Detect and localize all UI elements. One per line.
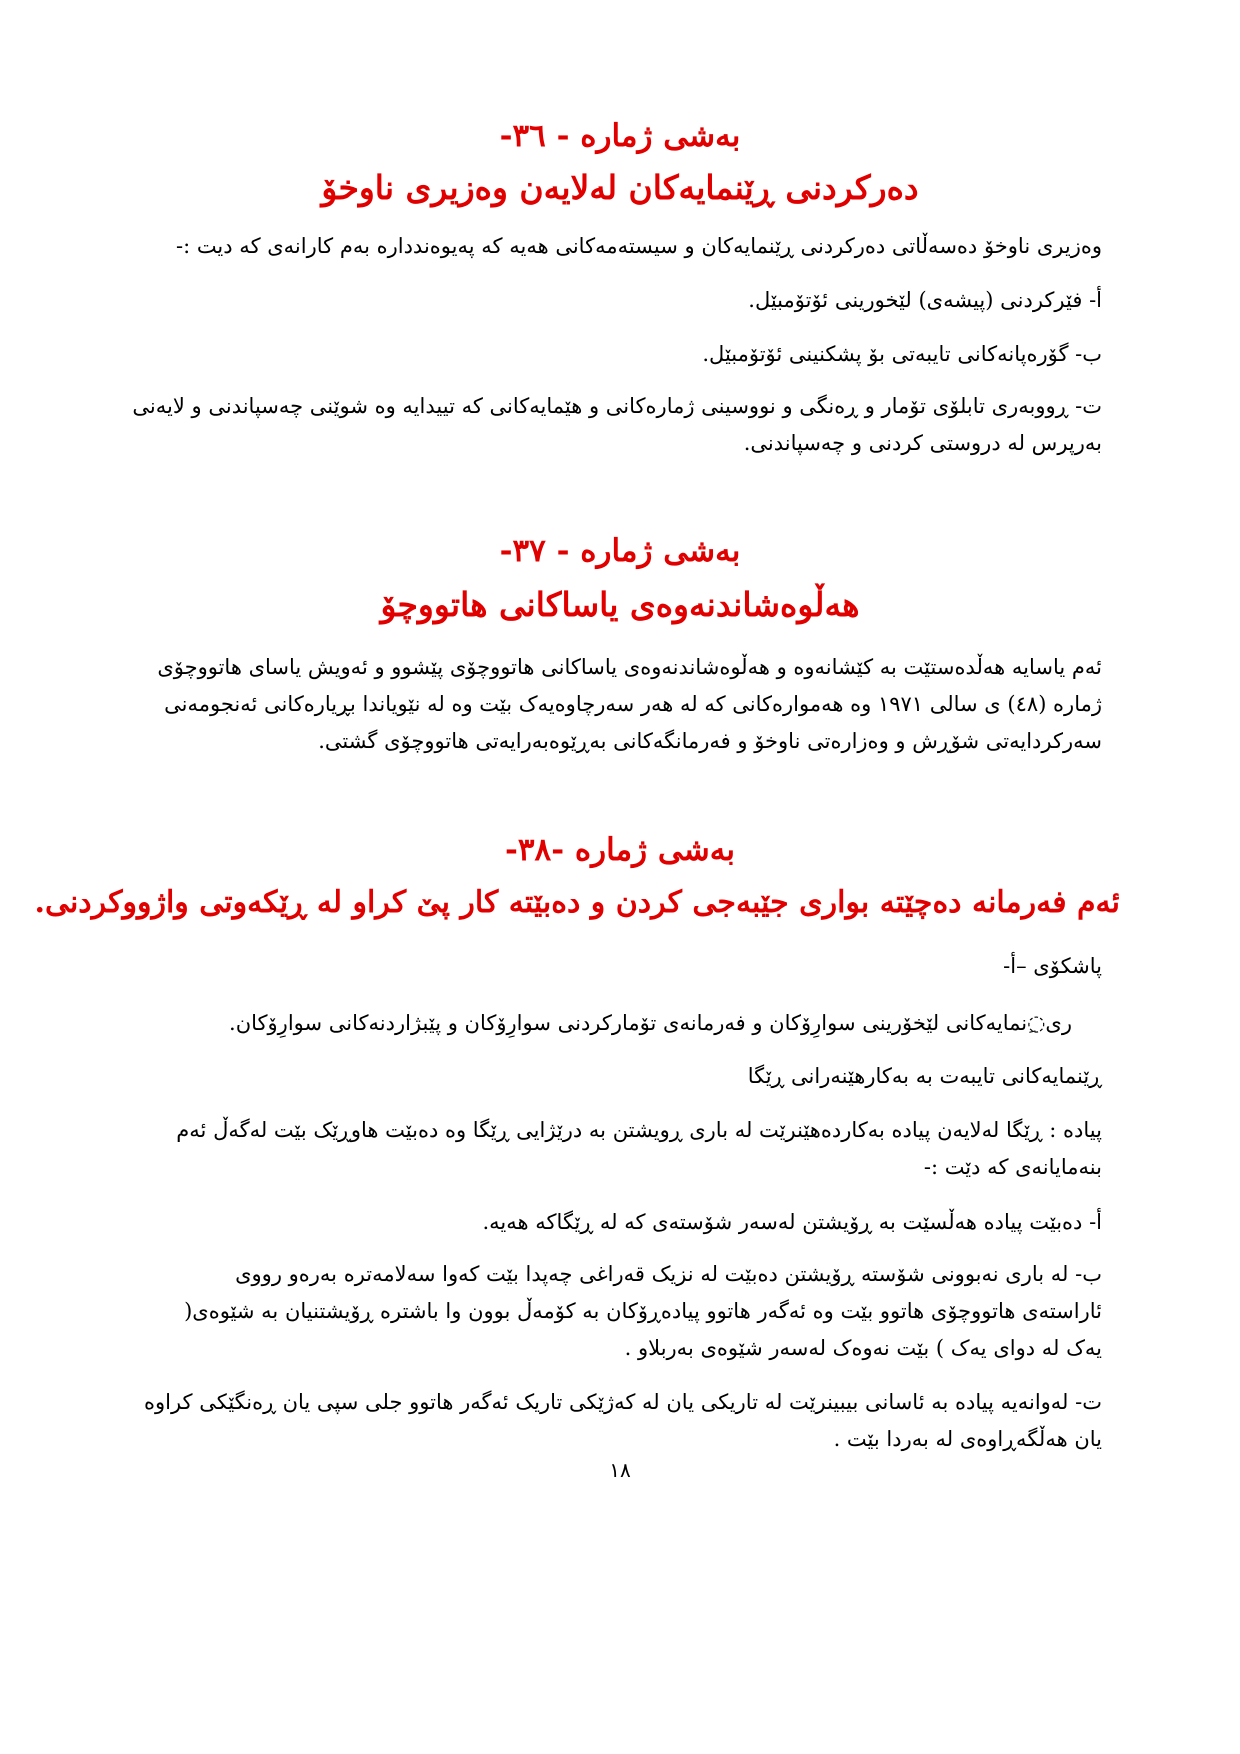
section-38-number-heading: بەشی ژمارە -٣٨- <box>505 832 735 868</box>
road-users-instructions-heading: ڕێنمایەکانی تایبەت بە بەکارهێنەرانی ڕێگا <box>747 1064 1102 1088</box>
page-number: ١٨ <box>609 1458 631 1482</box>
pedestrian-item-b: ب- لە باری نەبوونی شۆستە ڕۆیشتن دەبێت لە نزیک قەراغی چەپدا بێت کەوا سەلامەتره بەرەو رووی ئاراستەی هاتووچۆی هاتوو بێت وە ئەگەر هاتوو پیادەڕۆکان بە کۆمەڵ بوون وا باشترە ڕۆیشتنیان بە شێوەی( یەک لە دوای یەک ) بێت نەوەک لەسەر شێوەی بەربلاو . <box>184 1262 1102 1360</box>
section-36-item-t: ت- ڕووبەری تابلۆی تۆمار و ڕەنگی و نووسینی ژمارەکانی و هێمایەکانی کە تییدایە وە شوێنی چەسپاندنی و لایەنی بەرپرس لە دروستی کردنی و چەسپاندنی. <box>132 394 1102 455</box>
section-38-title: ئەم فەرمانە دەچێتە بواری جێبەجی کردن و دەبێتە کار پێ کراو لە ڕێکەوتی واژووکردنی. <box>34 885 1120 920</box>
section-36-item-b: ب- گۆرەپانەکانی تایبەتی بۆ پشکنینی ئۆتۆمبێل. <box>702 342 1102 366</box>
section-37-number-heading: بەشی ژمارە - ٣٧- <box>499 533 741 569</box>
pedestrian-item-a: أ- دەبێت پیادە هەڵسێت بە ڕۆیشتن لەسەر شۆستەی کە لە ڕێگاکە هەیە. <box>482 1210 1102 1234</box>
section-37-paragraph: ئەم یاسایە هەڵدەستێت بە کێشانەوە و هەڵوەشاندنەوەی یاساکانی هاتووچۆی پێشوو و ئەویش یاسای هاتووچۆی ژمارە (٤٨) ی سالی ١٩٧١ وە هەموارەکانی کە لە هەر سەرچاوەیەک بێت وە لە نێویاندا بڕیارەکانی ئەنجومەنی سەرکردایەتی شۆڕش و وەزارەتی ناوخۆ و فەرمانگەکانی بەڕێوەبەرایەتی هاتووچۆی گشتی. <box>157 655 1102 753</box>
section-36-item-a: أ- فێرکردنی (پیشەی) لێخورینی ئۆتۆمبێل. <box>748 288 1102 312</box>
section-36-title: دەرکردنی ڕێنمایەکان لەلایەن وەزیری ناوخۆ <box>321 168 919 207</box>
appendix-a-instructions-line: ری◌ِنمایەکانی لێخۆرینی سوارِۆکان و فەرمانەی تۆمارکردنی سوارِۆکان و پێبژاردنەکانی سوارِۆکان. <box>229 1011 1072 1035</box>
appendix-a-label: پاشکۆی –أ- <box>1003 954 1102 978</box>
pedestrian-item-t: ت- لەوانەیە پیادە بە ئاسانی بیبینرێت لە تاریکی یان لە کەژێکی تاریک ئەگەر هاتوو جلی سپی یان ڕەنگێکی کراوە یان هەڵگەڕاوەی لە بەردا بێت . <box>143 1390 1102 1451</box>
section-36-intro-paragraph: وەزیری ناوخۆ دەسەڵاتی دەرکردنی ڕێنمایەکان و سیستەمەکانی هەیە کە پەیوەندداره بەم کارانەی کە دیت :- <box>175 234 1102 258</box>
section-37-title: هەڵوەشاندنەوەی یاساکانی هاتووچۆ <box>380 585 860 624</box>
section-36-number-heading: بەشی ژمارە - ٣٦- <box>499 118 741 154</box>
pedestrian-paragraph: پیادە : ڕێگا لەلایەن پیادە بەکاردەهێنرێت لە باری ڕویشتن بە درێژایی ڕێگا وە دەبێت هاوڕێک بێت لەگەڵ ئەم بنەمایانەی کە دێت :- <box>176 1118 1102 1179</box>
